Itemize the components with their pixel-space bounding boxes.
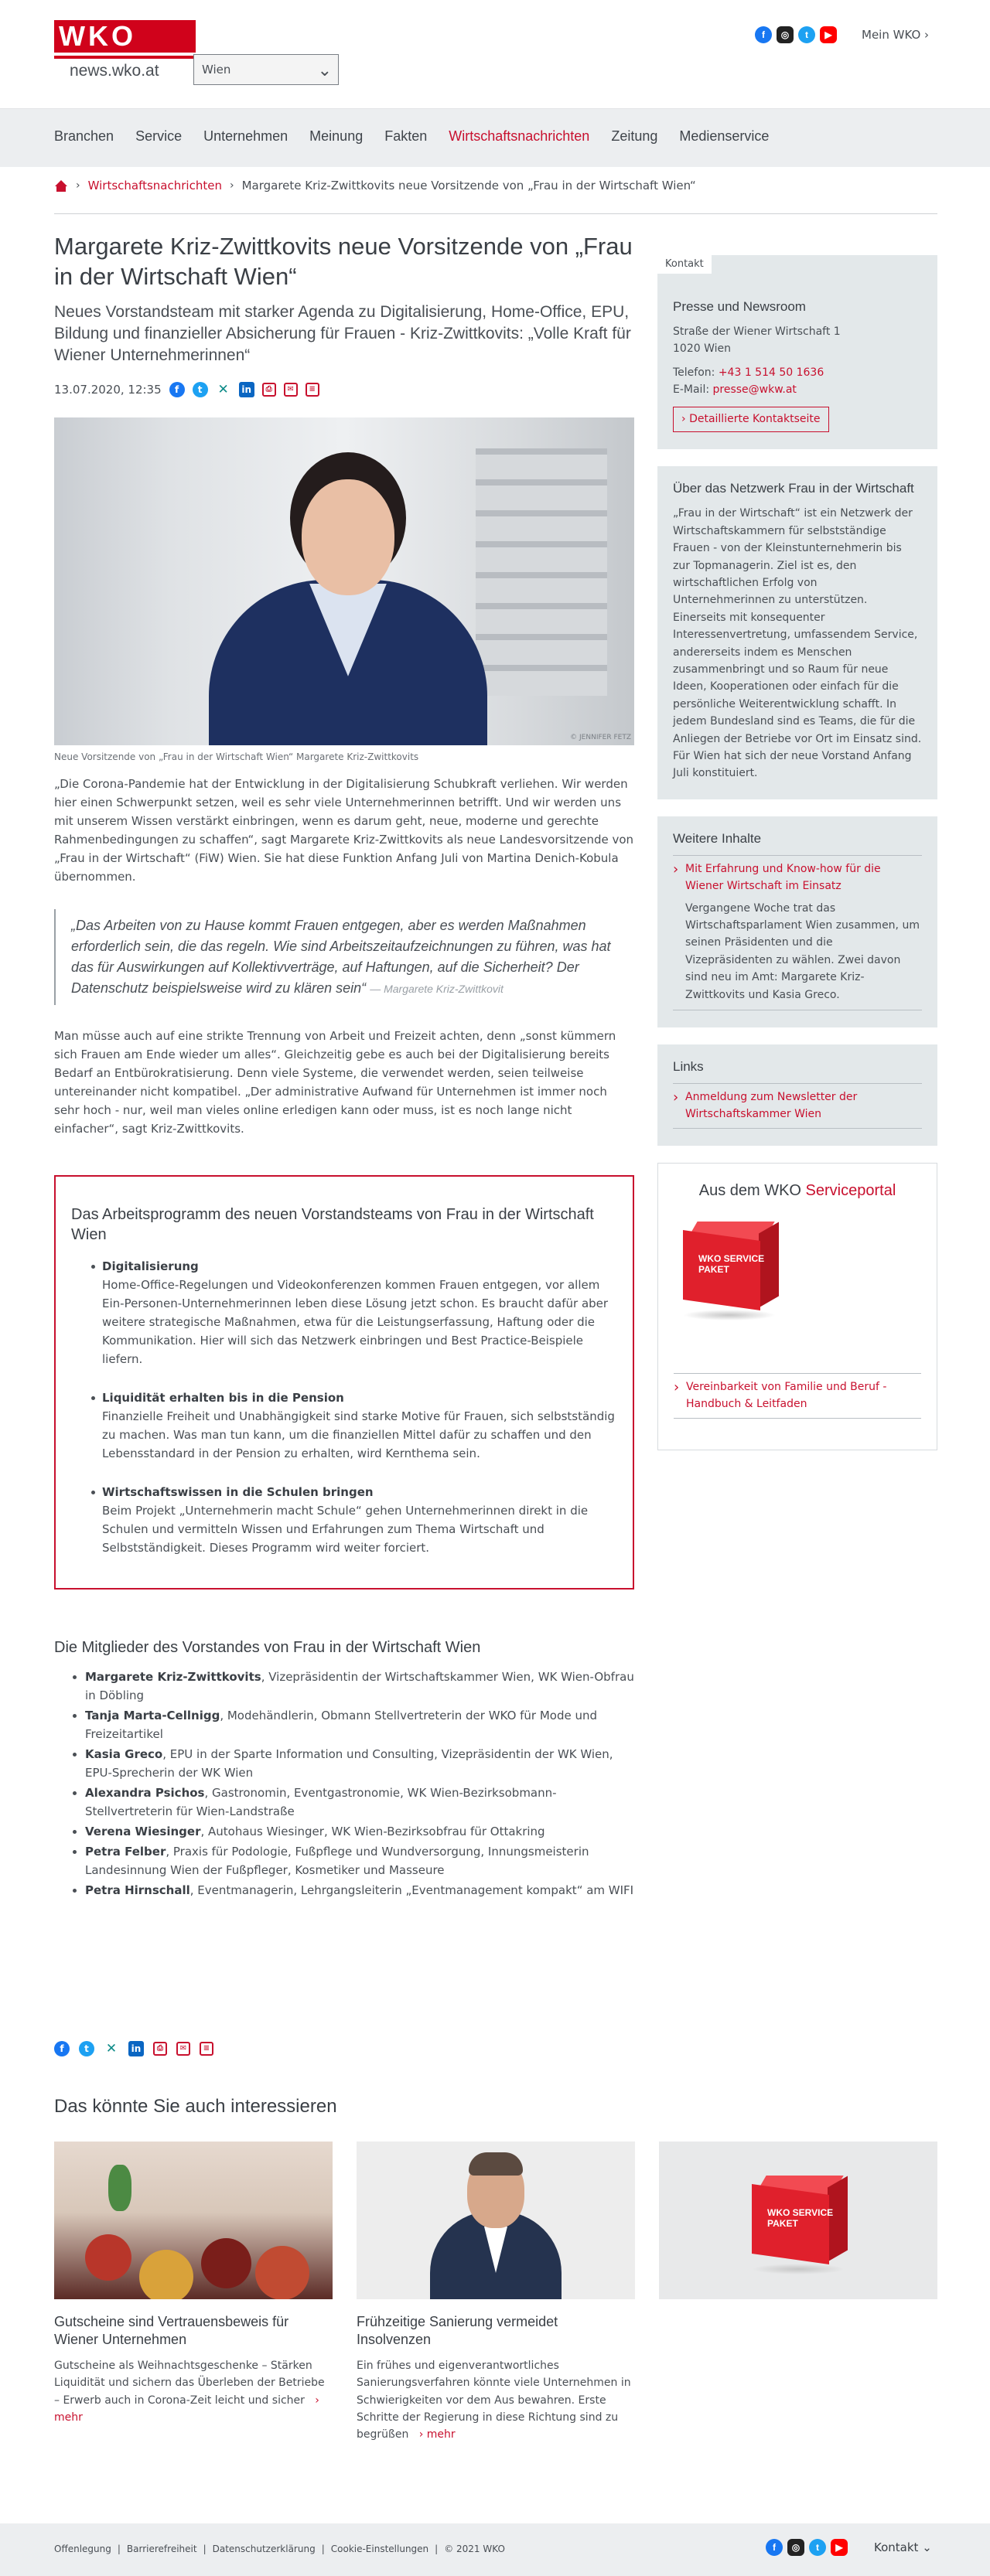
header	[0, 0, 990, 108]
contact-page-button[interactable]: › Detaillierte Kontaktseite	[673, 407, 829, 433]
more-text: Vergangene Woche trat das Wirtschaftsparlament Wien zusammen, um seinen Präsidenten und die Vizepräsidenten zu wählen. Zwei davon sind neu im Amt: Margarete Kriz-Zwittkovits und Kasia Greco.	[673, 900, 922, 1010]
related-card[interactable]	[357, 2142, 635, 2444]
handbook-link[interactable]: › Vereinbarkeit von Familie und Beruf - Handbuch & Leitfaden	[674, 1373, 921, 1419]
card-text: Gutscheine als Weihnachtsgeschenke – Stärken Liquidität und sichern das Überleben der Betriebe – Erwerb auch in Corona-Zeit leicht und sicher › mehr	[54, 2359, 325, 2424]
nav-item-fakten[interactable]: Fakten	[384, 128, 428, 144]
more-content-box	[657, 816, 937, 1027]
article-paragraph: Man müsse auch auf eine strikte Trennung von Arbeit und Freizeit achten, denn „sonst kümmern sich Frauen am Ende wieder um alles“. Gleichzeitig gebe es auch bei der Digitalisierung bereits Bedarf an Entbürokratisierung. Denn viele Systeme, die verwendet werden, seien teilweise untereinander nicht kompatibel. „Der administrative Aufwand für Unternehmen ist immer noch sehr hoch - nur, weil man vieles online erledigen kann oder muss, ist es noch lange nicht einfacher“, sagt Kriz-Zwittkovits.	[54, 1029, 616, 1136]
quote-author: — Margarete Kriz-Zwittkovit	[370, 983, 504, 996]
footer-kontakt-dropdown[interactable]: Kontakt ⌄	[874, 2540, 932, 2554]
sidebar	[657, 255, 937, 1450]
print-icon[interactable]: ⎙	[262, 383, 276, 397]
list-item: • Petra Hirnschall, Eventmanagerin, Lehrgangsleiterin „Eventmanagement kompakt“ am WIFI	[85, 1881, 634, 1900]
contact-city: 1020 Wien	[673, 342, 731, 356]
program-item: Wirtschaftswissen in die Schulen bringen Beim Projekt „Unternehmerin macht Schule“ gehen Unternehmerinnen direkt in die Schulen und vermitteln Wissen und Erfahrungen zum Thema Wirtschaft und Selbstständigkeit. Dieses Programm wird weiter forciert.	[102, 1483, 617, 1557]
wko-logo[interactable]	[54, 20, 196, 59]
list-item: • Petra Felber, Praxis für Podologie, Fußpflege und Wundversorgung, Innungsmeisterin Landesinnung Wien der Fußpfleger, Kosmetiker und Masseure	[85, 1842, 634, 1879]
contact-street: Straße der Wiener Wirtschaft 1	[673, 325, 841, 339]
breadcrumb-current: Margarete Kriz-Zwittkovits neue Vorsitzende von „Frau in der Wirtschaft Wien“	[241, 179, 696, 193]
related-cards	[54, 2142, 937, 2444]
share-bar	[54, 2041, 213, 2056]
board-members	[54, 1636, 634, 1900]
related-title: Das könnte Sie auch interessieren	[54, 2096, 337, 2117]
network-box	[657, 466, 937, 799]
chevron-right-icon: ›	[229, 179, 234, 192]
youtube-icon[interactable]: ▶	[831, 2539, 848, 2556]
instagram-icon[interactable]: ◎	[787, 2539, 804, 2556]
breadcrumb-link[interactable]: Wirtschaftsnachrichten	[87, 179, 222, 193]
article	[54, 232, 634, 1901]
footer-link-offenlegung[interactable]: Offenlegung	[54, 2544, 111, 2554]
site-name[interactable]: news.wko.at	[70, 62, 159, 80]
more-link[interactable]: › Mit Erfahrung und Know-how für die Wiener Wirtschaft im Einsatz	[673, 855, 922, 900]
nav-item-wirtschaftsnachrichten[interactable]: Wirtschaftsnachrichten	[449, 128, 590, 144]
main-nav	[0, 108, 990, 167]
contact-title: Presse und Newsroom	[673, 299, 806, 314]
linkedin-icon[interactable]: in	[239, 382, 254, 397]
divider	[54, 213, 937, 214]
social-links	[755, 26, 837, 43]
members-title: Die Mitglieder des Vorstandes von Frau in der Wirtschaft Wien	[54, 1639, 481, 1657]
breadcrumb	[54, 177, 696, 195]
links-box	[657, 1044, 937, 1146]
nav-item-medienservice[interactable]: Medienservice	[679, 128, 770, 144]
more-title: Weitere Inhalte	[673, 830, 762, 846]
twitter-icon[interactable]: t	[809, 2539, 826, 2556]
facebook-icon[interactable]: f	[54, 2041, 70, 2056]
article-lead: Neues Vorstandsteam mit starker Agenda zu Digitalisierung, Home-Office, EPU, Bildung und finanzieller Absicherung für Frauen - Kriz-Zwittkovits: „Volle Kraft für Wiener Unternehmerinnen“	[54, 302, 631, 365]
region-value: Wien	[202, 63, 231, 77]
copyright: © 2021 WKO	[444, 2544, 505, 2554]
article-title: Margarete Kriz-Zwittkovits neue Vorsitzende von „Frau in der Wirtschaft Wien“	[54, 233, 633, 290]
article-meta	[54, 381, 634, 399]
chevron-down-icon: ⌄	[317, 61, 332, 80]
logo-text: WKO	[59, 20, 136, 52]
article-date: 13.07.2020, 12:35	[54, 382, 162, 397]
photo-caption: Neue Vorsitzende von „Frau in der Wirtschaft Wien“ Margarete Kriz-Zwittkovits	[54, 751, 419, 762]
card-image	[357, 2142, 635, 2299]
service-paket-image[interactable]: WKO SERVICE PAKET	[683, 1218, 776, 1319]
phone-link[interactable]: +43 1 514 50 1636	[718, 366, 824, 379]
xing-icon[interactable]: ✕	[217, 381, 229, 397]
list-item: • Tanja Marta-Cellnigg, Modehändlerin, Obmann Stellvertreterin der WKO für Mode und Freizeitartikel	[85, 1706, 634, 1743]
program-item: Digitalisierung Home-Office-Regelungen und Videokonferenzen kommen Frauen entgegen, vor allem Ein-Personen-Unternehmerinnen leben diese Lösung jetzt schon. Es braucht dafür aber weitere strategische Maßnahmen, etwa für die Leistungserfassung, Haftung oder die Kommunikation. Hier will sich das Netzwerk einbringen und Best Practice-Beispiele liefern.	[102, 1257, 617, 1368]
article-paragraph: „Die Corona-Pandemie hat der Entwicklung in der Digitalisierung Schubkraft verliehen. Wir werden hier einen Schwerpunkt setzen, weil es sehr viele Unternehmerinnen betrifft. Und wir werden uns mit unserem Wissen verstärkt einbringen, wenn es darum geht, neue, moderne und gerechte Rahmenbedingungen zu schaffen“, sagt Margarete Kriz-Zwittkovits als neue Landesvorsitzende von „Frau in der Wirtschaft“ (FiW) Wien. Sie hat diese Funktion Anfang Juli von Martina Denich-Kobula übernommen.	[54, 777, 634, 884]
quote-text: „Das Arbeiten von zu Hause kommt Frauen entgegen, aber es werden Maßnahmen erforderlich sein, die das regeln. Wie sind Arbeitszeitaufzeichnungen zu führen, was hat das für Auswirkungen auf Kollektivverträge, auf Haftungen, auf die Sicherheit? Der Datenschutz beispielsweise wird zu klären sein“	[71, 918, 611, 997]
nav-item-branchen[interactable]: Branchen	[54, 128, 114, 144]
instagram-icon[interactable]: ◎	[777, 26, 794, 43]
footer-link-barrierefreiheit[interactable]: Barrierefreiheit	[126, 2544, 197, 2554]
nav-item-zeitung[interactable]: Zeitung	[611, 128, 658, 144]
linkedin-icon[interactable]: in	[128, 2041, 144, 2056]
print-icon[interactable]: ⎙	[153, 2042, 167, 2056]
mail-icon[interactable]: ✉	[284, 383, 298, 397]
list-item: • Alexandra Psichos, Gastronomin, Eventgastronomie, WK Wien-Bezirksobmann-Stellvertreterin für Wien-Landstraße	[85, 1784, 634, 1821]
region-select[interactable]	[193, 54, 339, 85]
twitter-icon[interactable]: t	[193, 382, 208, 397]
links-title: Links	[673, 1058, 704, 1074]
nav-item-service[interactable]: Service	[135, 128, 183, 144]
program-box	[54, 1175, 634, 1590]
youtube-icon[interactable]: ▶	[820, 26, 837, 43]
related-card[interactable]	[54, 2142, 333, 2444]
footer-link-datenschutz[interactable]: Datenschutzerklärung	[212, 2544, 316, 2554]
facebook-icon[interactable]: f	[755, 26, 772, 43]
serviceportal-box	[657, 1163, 937, 1450]
photo-credit: © JENNIFER FETZ	[570, 733, 631, 741]
facebook-icon[interactable]: f	[169, 382, 185, 397]
footer-link-cookies[interactable]: Cookie-Einstellungen	[330, 2544, 429, 2554]
program-item: Liquidität erhalten bis in die Pension Finanzielle Freiheit und Unabhängigkeit sind starke Motive für Frauen, sich selbstständig zu machen. Was man tun kann, um die finanziellen Mittel dafür zu schaffen und den Lebensstandard in der Pension zu erhalten, wird Kernthema sein.	[102, 1389, 617, 1463]
more-link[interactable]: › mehr	[54, 2394, 319, 2424]
network-text: „Frau in der Wirtschaft“ ist ein Netzwerk der Wirtschaftskammern für selbstständige Frauen - von der Kleinstunternehmerin bis zur Topmanagerin. Ziel ist es, den wirtschaftlichen Erfolg von Unternehmerinnen zu unterstützen. Einerseits mit konsequenter Interessenvertretung, umfassendem Service, andererseits indem es Menschen zusammenbringt und so Raum für neue Ideen, Kooperationen oder einfach für die persönliche Weiterentwicklung schafft. In jedem Bundesland sind es Teams, die für die Anliegen der Betriebe vor Ort im Einsatz sind. Für Wien hat sich der neue Vorstand Anfang Juli konstituiert.	[673, 507, 922, 780]
pdf-icon[interactable]: ≡	[200, 2042, 213, 2056]
more-link[interactable]: › mehr	[418, 2428, 456, 2441]
article-quote	[54, 909, 634, 1005]
pdf-icon[interactable]: ≡	[306, 383, 319, 397]
list-item: • Verena Wiesinger, Autohaus Wiesinger, WK Wien-Bezirksobfrau für Ottakring	[85, 1822, 634, 1841]
program-title: Das Arbeitsprogramm des neuen Vorstandsteams von Frau in der Wirtschaft Wien	[71, 1206, 594, 1244]
card-title[interactable]: Gutscheine sind Vertrauensbeweis für Wiener Unternehmen	[54, 2314, 289, 2348]
xing-icon[interactable]: ✕	[105, 2040, 118, 2056]
card-text: Ein frühes und eigenverantwortliches Sanierungsverfahren könnte viele Unternehmen in Schwierigkeiten vor dem Aus bewahren. Erste Schritte der Regierung in diese Richtung sind zu begrüßen › mehr	[357, 2359, 631, 2441]
related-card[interactable]	[659, 2142, 937, 2444]
facebook-icon[interactable]: f	[766, 2539, 783, 2556]
nav-item-meinung[interactable]: Meinung	[309, 128, 364, 144]
nav-item-unternehmen[interactable]: Unternehmen	[203, 128, 288, 144]
network-title: Über das Netzwerk Frau in der Wirtschaft	[673, 481, 914, 496]
serviceportal-title: Aus dem WKO Serviceportal	[698, 1181, 896, 1199]
mein-wko-link[interactable]: Mein WKO ›	[862, 28, 930, 42]
card-title[interactable]: Frühzeitige Sanierung vermeidet Insolvenzen	[357, 2314, 558, 2348]
list-item: • Margarete Kriz-Zwittkovits, Vizepräsidentin der Wirtschaftskammer Wien, WK Wien-Obfrau in Döbling	[85, 1668, 634, 1705]
contact-box: Presse und Newsroom Straße der Wiener Wirtschaft 1 1020 Wien Telefon: +43 1 514 50 1636 E-Mail: presse@wkw.at › Detaillierte Kontaktseite	[657, 255, 937, 449]
twitter-icon[interactable]: t	[798, 26, 815, 43]
list-item: • Kasia Greco, EPU in der Sparte Information und Consulting, Vizepräsidentin der WK Wien, EPU-Sprecherin der WK Wien	[85, 1745, 634, 1782]
card-image: WKO SERVICE PAKET	[659, 2142, 937, 2299]
newsletter-link[interactable]: › Anmeldung zum Newsletter der Wirtschaftskammer Wien	[673, 1083, 922, 1129]
footer: Offenlegung | Barrierefreiheit | Datenschutzerklärung | Cookie-Einstellungen | © 2021 WKO f ◎ t ▶ Kontakt ⌄	[0, 2523, 990, 2576]
home-icon[interactable]	[54, 180, 68, 193]
mail-icon[interactable]: ✉	[176, 2042, 190, 2056]
article-photo	[54, 417, 634, 745]
card-image	[54, 2142, 333, 2299]
tab-kontakt[interactable]: Kontakt	[657, 255, 712, 274]
chevron-right-icon: ›	[76, 179, 80, 192]
twitter-icon[interactable]: t	[79, 2041, 94, 2056]
email-link[interactable]: presse@wkw.at	[712, 383, 797, 397]
